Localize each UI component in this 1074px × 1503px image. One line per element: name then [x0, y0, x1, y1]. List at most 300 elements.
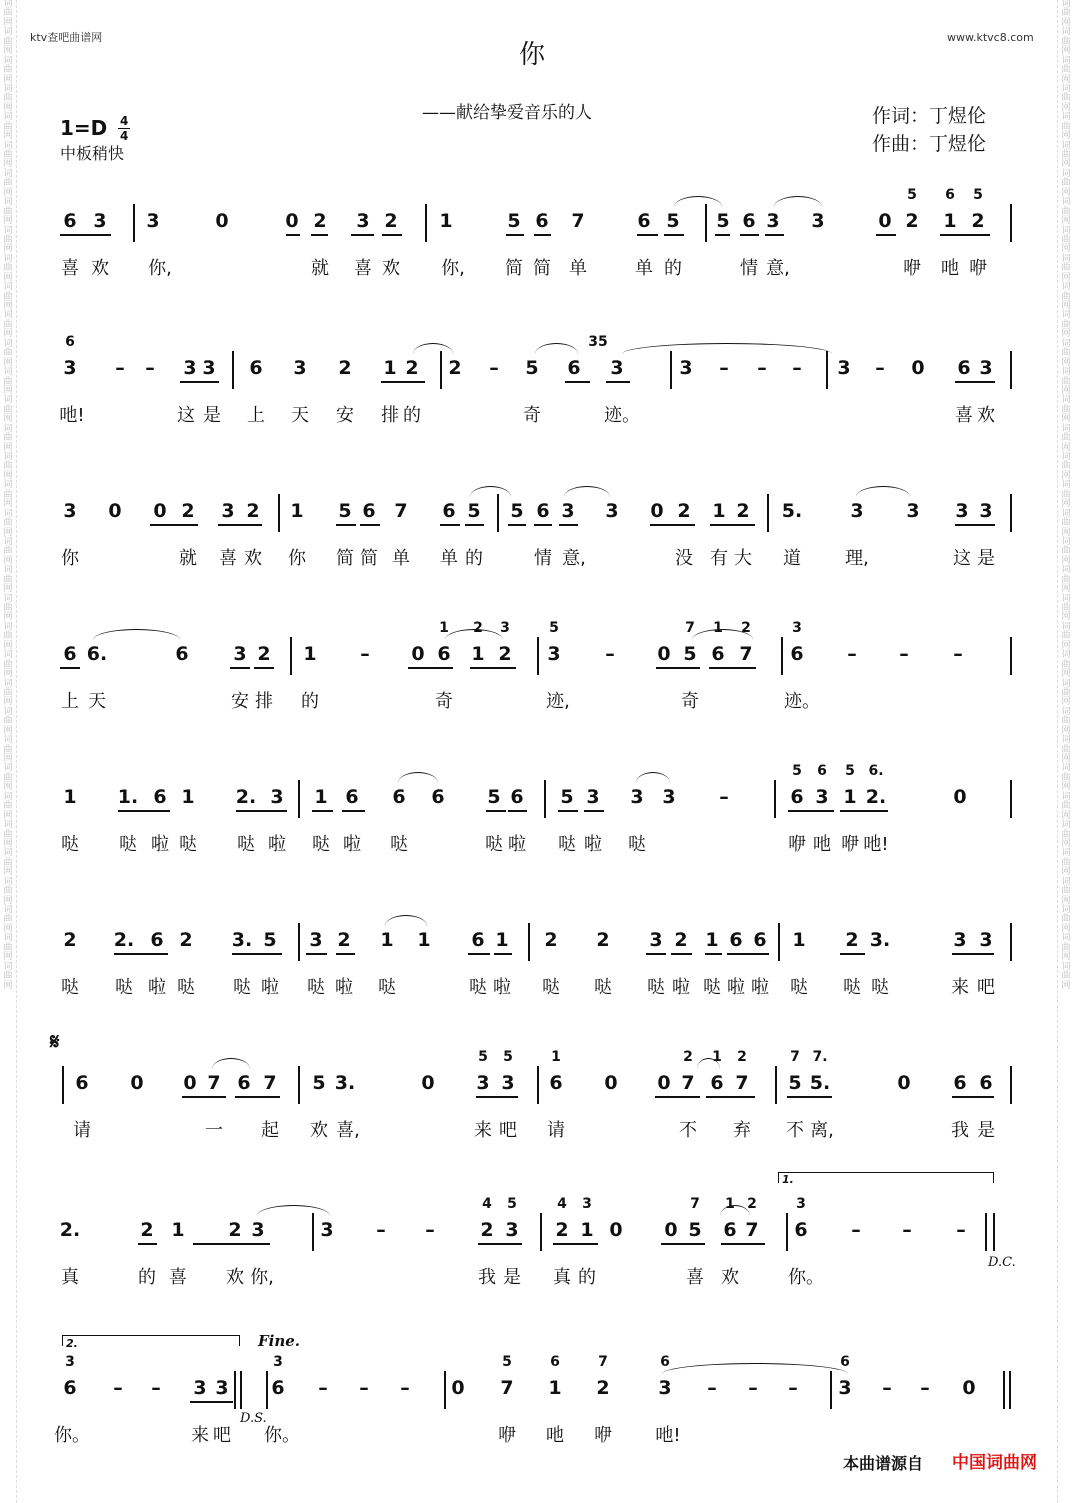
chord-note: 7 — [598, 1354, 608, 1370]
lyric: 啦 — [343, 834, 361, 855]
beam-underline — [312, 810, 333, 812]
note: 2 — [257, 643, 271, 665]
lyric: 来 — [191, 1425, 209, 1446]
chord-note: 6 — [817, 763, 827, 779]
note: 6 — [153, 786, 167, 808]
lyric: 哒 — [558, 834, 576, 855]
beam-underline — [706, 1096, 755, 1098]
lyric: 哒 — [179, 834, 197, 855]
chord-note: 1 — [725, 1196, 735, 1212]
lyric: 你, — [250, 1267, 274, 1288]
note: 1 — [843, 786, 857, 808]
chord-note: 5 — [502, 1354, 512, 1370]
lyric: 单 — [440, 548, 458, 569]
lyric: 迹, — [546, 691, 570, 712]
note: 0 — [215, 210, 229, 232]
note: 6 — [637, 210, 651, 232]
tie-slur — [856, 486, 910, 497]
tie-slur — [385, 915, 427, 926]
note: 3 — [309, 929, 323, 951]
note: 3 — [605, 500, 619, 522]
beam-underline — [709, 667, 756, 669]
note: 2 — [140, 1219, 154, 1241]
fine-mark: Fine. — [258, 1332, 301, 1350]
note: 7 — [745, 1219, 759, 1241]
note: 7 — [571, 210, 585, 232]
lyric: 哒 — [469, 977, 487, 998]
lyric: 是 — [977, 548, 995, 569]
tie-slur — [257, 1205, 330, 1216]
note: 5 — [510, 500, 524, 522]
note: 6 — [794, 1219, 808, 1241]
beam-underline — [705, 953, 722, 955]
note: 3 — [561, 500, 575, 522]
beam-underline — [476, 1096, 518, 1098]
note: – — [145, 357, 155, 379]
beam-underline — [727, 953, 769, 955]
barline — [775, 1066, 777, 1104]
lyric: 的 — [403, 405, 421, 426]
note: 1 — [63, 786, 77, 808]
lyric: 的 — [578, 1267, 596, 1288]
lyric: 你, — [441, 258, 465, 279]
note: 3 — [193, 1377, 207, 1399]
site-link-right[interactable]: www.ktvc8.com — [947, 31, 1034, 44]
note: – — [851, 1219, 861, 1241]
tie-slur — [445, 629, 503, 640]
chord-note: 3 — [796, 1196, 806, 1212]
note: 1 — [303, 643, 317, 665]
beam-underline — [138, 1243, 157, 1245]
beam-underline — [840, 953, 865, 955]
site-link-left[interactable]: ktv查吧曲谱网 — [30, 31, 103, 44]
note: 1 — [548, 1377, 562, 1399]
tie-slur — [535, 343, 578, 354]
beam-underline — [606, 381, 630, 383]
tie-slur — [622, 343, 832, 354]
lyric: 来 — [474, 1120, 492, 1141]
note: 6 — [63, 643, 77, 665]
note: 6 — [362, 500, 376, 522]
lyric: 是 — [203, 405, 221, 426]
note: 1 — [439, 210, 453, 232]
lyric: 哒 — [115, 977, 133, 998]
lyric: 喜 — [219, 548, 237, 569]
beam-underline — [876, 234, 896, 236]
lyric: 喜 — [61, 258, 79, 279]
note: 2. — [59, 1219, 81, 1241]
note: 2 — [677, 500, 691, 522]
note: 3 — [662, 786, 676, 808]
note: – — [151, 1377, 161, 1399]
beam-underline — [788, 810, 834, 812]
lyric: 请 — [73, 1120, 91, 1141]
lyric: 简 — [336, 548, 354, 569]
barline — [1009, 1371, 1011, 1409]
note: – — [489, 357, 499, 379]
time-signature-bottom: 4 — [120, 129, 129, 143]
beam-underline — [637, 234, 658, 236]
lyric: 你 — [288, 548, 306, 569]
note: 3 — [251, 1219, 265, 1241]
note: 3 — [221, 500, 235, 522]
lyric: 上 — [61, 691, 79, 712]
lyric: 不 — [786, 1120, 804, 1141]
beam-underline — [236, 810, 287, 812]
note: 6 — [979, 1072, 993, 1094]
lyric: 大 — [734, 548, 752, 569]
beam-underline — [840, 810, 888, 812]
dc-mark: D.C. — [988, 1255, 1016, 1270]
note: 0 — [911, 357, 925, 379]
note: 6 — [957, 357, 971, 379]
note: 0 — [657, 643, 671, 665]
note: 1 — [471, 643, 485, 665]
note: 3 — [476, 1072, 490, 1094]
lyric: 吧 — [213, 1425, 231, 1446]
lyric: 离, — [810, 1120, 834, 1141]
note: 3 — [979, 929, 993, 951]
lyric: 啦 — [584, 834, 602, 855]
beam-underline — [468, 953, 490, 955]
chord-note: 35 — [588, 334, 608, 350]
lyric: 起 — [261, 1120, 279, 1141]
note: – — [376, 1219, 386, 1241]
beam-underline — [584, 810, 604, 812]
lyric: 喜 — [169, 1267, 187, 1288]
beam-underline — [254, 667, 274, 669]
lyric: 哒 — [61, 977, 79, 998]
note: 3 — [270, 786, 284, 808]
lyric: 啦 — [261, 977, 279, 998]
note: 3 — [850, 500, 864, 522]
lyric: 情 — [534, 548, 552, 569]
note: 3 — [837, 357, 851, 379]
note: 6 — [790, 643, 804, 665]
beam-underline — [114, 953, 168, 955]
lyric: 啦 — [751, 977, 769, 998]
lyric: 你。 — [54, 1425, 90, 1446]
note: 5 — [507, 210, 521, 232]
lyric: 意, — [766, 258, 790, 279]
note: 0 — [962, 1377, 976, 1399]
chord-note: 5 — [549, 620, 559, 636]
note: 6 — [437, 643, 451, 665]
note: 6 — [63, 210, 77, 232]
note: 0 — [897, 1072, 911, 1094]
lyric: 咿 — [498, 1425, 516, 1446]
note: 7 — [263, 1072, 277, 1094]
note: 6 — [742, 210, 756, 232]
note: 1. — [117, 786, 139, 808]
lyric: 你 — [61, 548, 79, 569]
lyric: 的 — [138, 1267, 156, 1288]
lyric: 真 — [553, 1267, 571, 1288]
note: – — [875, 357, 885, 379]
note: – — [719, 786, 729, 808]
chord-note: 1 — [439, 620, 449, 636]
beam-underline — [60, 667, 80, 669]
note: 5 — [716, 210, 730, 232]
volta-1-bracket — [778, 1172, 994, 1186]
note: 6 — [431, 786, 445, 808]
lyric: 欢 — [226, 1267, 244, 1288]
tie-slur — [636, 772, 670, 783]
barline — [1010, 494, 1012, 532]
lyric: 喜, — [336, 1120, 360, 1141]
chord-note: 5 — [507, 1196, 517, 1212]
lyric: 喜 — [354, 258, 372, 279]
note: 2. — [235, 786, 257, 808]
note: 3 — [811, 210, 825, 232]
lyric: 咿 — [788, 834, 806, 855]
lyric: 你。 — [264, 1425, 300, 1446]
lyric: 啦 — [268, 834, 286, 855]
lyric: 一 — [205, 1120, 223, 1141]
barline — [440, 351, 442, 389]
note: 1 — [705, 929, 719, 951]
beam-underline — [440, 524, 460, 526]
note: 6 — [237, 1072, 251, 1094]
chord-note: 6 — [65, 334, 75, 350]
lyric: 就 — [179, 548, 197, 569]
note: 3 — [906, 500, 920, 522]
note: 3 — [979, 357, 993, 379]
beam-underline — [553, 1243, 598, 1245]
barline — [786, 1213, 788, 1251]
beam-underline — [787, 1096, 832, 1098]
beam-underline — [193, 1243, 233, 1245]
note: 3 — [679, 357, 693, 379]
beam-underline — [955, 524, 995, 526]
note: 3. — [231, 929, 253, 951]
barline — [497, 494, 499, 532]
source-site-link[interactable]: 中国词曲网 — [952, 1453, 1037, 1473]
lyric: 咿 — [841, 834, 859, 855]
beam-underline — [150, 524, 198, 526]
note: – — [953, 643, 963, 665]
beam-underline — [671, 953, 692, 955]
beam-underline — [721, 1243, 765, 1245]
lyric: 你, — [148, 258, 172, 279]
note: 6 — [567, 357, 581, 379]
lyric: 情 — [740, 258, 758, 279]
beam-underline — [118, 810, 170, 812]
chord-note: 1 — [712, 1049, 722, 1065]
beam-underline — [715, 234, 730, 236]
note: 6 — [510, 786, 524, 808]
lyric: 迹。 — [784, 691, 820, 712]
note: 2 — [337, 929, 351, 951]
note: 3 — [501, 1072, 515, 1094]
note: 7 — [394, 500, 408, 522]
lyric: 简 — [533, 258, 551, 279]
lyric: 真 — [61, 1267, 79, 1288]
chord-note: 6. — [868, 763, 884, 779]
note: 0 — [285, 210, 299, 232]
lyric: 没 — [675, 548, 693, 569]
beam-underline — [661, 1243, 705, 1245]
note: 2 — [674, 929, 688, 951]
note: 1 — [314, 786, 328, 808]
barline — [826, 351, 828, 389]
tie-slur — [674, 196, 722, 207]
note: 6 — [63, 1377, 77, 1399]
beam-underline — [656, 667, 700, 669]
note: 2 — [555, 1219, 569, 1241]
barline — [133, 204, 135, 242]
beam-underline — [465, 524, 484, 526]
chord-note: 6 — [840, 1354, 850, 1370]
volta-2-label: 2. — [66, 1337, 78, 1350]
lyric: 简 — [360, 548, 378, 569]
lyric: 吔! — [59, 405, 85, 426]
note: 3. — [869, 929, 891, 951]
lyric: 这 — [177, 405, 195, 426]
lyric: 咿 — [903, 258, 921, 279]
barline — [781, 637, 783, 675]
note: 3 — [610, 357, 624, 379]
time-signature-top: 4 — [120, 114, 129, 128]
lyric: 简 — [505, 258, 523, 279]
note: 1 — [417, 929, 431, 951]
note: 2 — [736, 500, 750, 522]
beam-underline — [506, 234, 524, 236]
tie-slur — [93, 629, 180, 640]
beam-underline — [952, 953, 994, 955]
lyric: 啦 — [148, 977, 166, 998]
note: 7 — [735, 1072, 749, 1094]
lyric: 单 — [569, 258, 587, 279]
lyric: 奇 — [523, 405, 541, 426]
note: – — [605, 643, 615, 665]
note: 6 — [175, 643, 189, 665]
lyric: 哒 — [542, 977, 560, 998]
beam-underline — [60, 234, 111, 236]
note: 3 — [63, 500, 77, 522]
note: 0 — [183, 1072, 197, 1094]
lyric: 你。 — [788, 1267, 824, 1288]
chord-note: 2 — [741, 620, 751, 636]
note: 1 — [380, 929, 394, 951]
volta-1-label: 1. — [782, 1173, 794, 1186]
beam-underline — [351, 234, 374, 236]
barline — [298, 780, 300, 818]
chord-note: 5 — [792, 763, 802, 779]
lyric: 哒 — [307, 977, 325, 998]
note: 2 — [384, 210, 398, 232]
lyric: 就 — [311, 258, 329, 279]
note: 2 — [228, 1219, 242, 1241]
note: 1 — [792, 929, 806, 951]
beam-underline — [494, 953, 512, 955]
beam-underline — [508, 810, 527, 812]
note: 5 — [788, 1072, 802, 1094]
barline — [767, 494, 769, 532]
beam-underline — [534, 234, 551, 236]
lyric: 哒 — [312, 834, 330, 855]
note: 6 — [536, 500, 550, 522]
lyric: 排 — [381, 405, 399, 426]
lyric: 迹。 — [604, 405, 640, 426]
barline — [1003, 1371, 1005, 1409]
chord-note: 3 — [65, 1354, 75, 1370]
barline — [444, 1371, 446, 1409]
note: – — [719, 357, 729, 379]
note: 2. — [113, 929, 135, 951]
barline — [528, 923, 530, 961]
lyric: 有 — [710, 548, 728, 569]
note: – — [788, 1377, 798, 1399]
lyric: 吔! — [655, 1425, 681, 1446]
barline — [290, 637, 292, 675]
chord-note: 5 — [845, 763, 855, 779]
note: 6 — [710, 1072, 724, 1094]
beam-underline — [360, 524, 380, 526]
chord-note: 5 — [478, 1049, 488, 1065]
note: 1 — [712, 500, 726, 522]
beam-underline — [180, 381, 219, 383]
note: 3 — [630, 786, 644, 808]
beam-underline — [342, 810, 365, 812]
note: 5 — [467, 500, 481, 522]
note: 3 — [955, 500, 969, 522]
barline — [993, 1213, 995, 1251]
beam-underline — [470, 667, 516, 669]
note: 2 — [596, 1377, 610, 1399]
lyric: 安 — [336, 405, 354, 426]
note: 7 — [739, 643, 753, 665]
beam-underline — [558, 810, 578, 812]
tie-slur — [212, 1058, 250, 1069]
lyricist-credit: 作词：丁煜伦 — [872, 105, 987, 127]
beam-underline — [190, 1401, 233, 1403]
lyric: 吧 — [499, 1120, 517, 1141]
lyric: 咿 — [969, 258, 987, 279]
note: 3 — [215, 1377, 229, 1399]
beam-underline — [408, 667, 453, 669]
lyric: 上 — [247, 405, 265, 426]
note: – — [792, 357, 802, 379]
note: 3 — [953, 929, 967, 951]
beam-underline — [478, 1243, 522, 1245]
lyric: 哒 — [843, 977, 861, 998]
lyric: 吔! — [863, 834, 889, 855]
segno-sign: 𝄋 — [50, 1030, 60, 1055]
note: 6 — [711, 643, 725, 665]
barline — [298, 1066, 300, 1104]
barline — [278, 494, 280, 532]
chord-note: 2 — [683, 1049, 693, 1065]
chord-note: 3 — [273, 1354, 283, 1370]
beam-underline — [559, 524, 578, 526]
note: 6 — [753, 929, 767, 951]
note: 5 — [525, 357, 539, 379]
beam-underline — [534, 524, 552, 526]
lyric: 哒 — [485, 834, 503, 855]
note: 1 — [580, 1219, 594, 1241]
note: 5. — [809, 1072, 831, 1094]
note: 3 — [320, 1219, 334, 1241]
note: 5 — [263, 929, 277, 951]
chord-note: 2 — [473, 620, 483, 636]
lyric: 奇 — [681, 691, 699, 712]
tempo-marking: 中板稍快 — [60, 144, 125, 163]
note: 6 — [442, 500, 456, 522]
note: – — [318, 1377, 328, 1399]
note: 6 — [75, 1072, 89, 1094]
lyric: 单 — [635, 258, 653, 279]
